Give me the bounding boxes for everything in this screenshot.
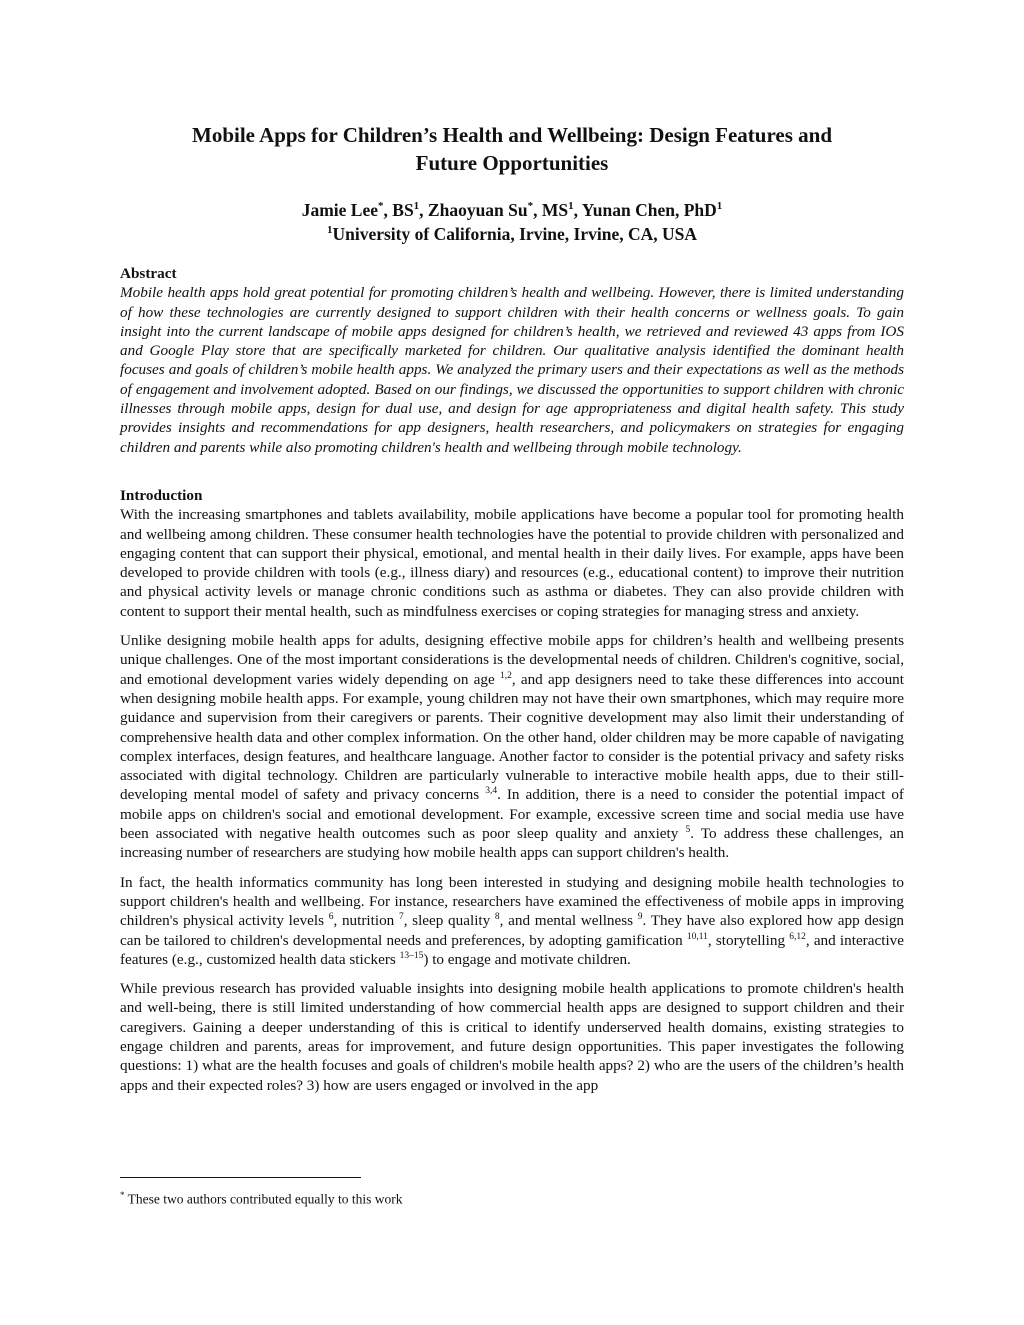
affiliation-line <box>120 222 904 246</box>
author-3-name: , Yunan Chen, PhD <box>573 200 717 220</box>
affiliation-mark: 1 <box>326 224 333 237</box>
paragraph-text: , and interactive features (e.g., customized health data stickers <box>120 931 904 968</box>
paragraph-text: . They have also explored how app design can be tailored to children's developmental needs and preferences, by adopting gamification <box>120 912 905 949</box>
intro-paragraph-4: While previous research has provided valuable insights into designing mobile health applications to promote children's health and well-being, there is still limited understanding of how commercial health apps are designed to support children and their caregivers. Gaining a deeper understanding of this is critical to identify underserved health domains, existing strategies to engage children and parents, areas for improvement, and future design opportunities. This paper investigates the following questions: 1) what are the health focuses and goals of children's mobile health apps? 2) who are the users of the children’s health apps and their expected roles? 3) how are users engaged or involved in the app <box>120 980 904 1094</box>
affiliation-ref: 1 <box>413 200 420 213</box>
abstract-text: Mobile health apps hold great potential for promoting children’s health and wellbeing. However, there is limited understanding of how these technologies are currently designed to support children with their health concerns or wellness goals. To gain insight into the current landscape of mobile apps designed for children’s health, we retrieved and reviewed 43 apps from IOS and Google Play store that are specifically marketed for children. Our qualitative analysis identified the dominant health focuses and goals of children’s mobile health apps. We analyzed the primary users and their expectations as well as the methods of engagement and involvement adopted. Based on our findings, we discussed the opportunities to support children with chronic illnesses through mobile apps, design for dual use, and design for age appropriateness and digital health safety. This study provides insights and recommendations for app designers, health researchers, and policymakers on strategies for engaging children and parents while also promoting children's health and wellbeing through mobile technology. <box>120 284 904 456</box>
author-2-name: , Zhaoyuan Su <box>419 200 528 220</box>
introduction-section <box>120 486 904 1105</box>
footnote-mark: * <box>120 1190 125 1200</box>
title-line-2: Future Opportunities <box>415 151 609 175</box>
intro-paragraph-3 <box>120 873 904 969</box>
citation-ref: 9 <box>637 912 643 923</box>
citation-ref: 3,4 <box>485 786 498 797</box>
title-line-1: Mobile Apps for Children’s Health and Wellbeing: Design Features and <box>192 123 832 147</box>
paper-title <box>120 121 904 177</box>
abstract-section <box>120 264 904 467</box>
footnote <box>120 1186 402 1209</box>
paragraph-text: , nutrition <box>333 912 399 930</box>
citation-ref: 1,2 <box>499 670 512 681</box>
intro-paragraph-2 <box>120 631 904 863</box>
paragraph-text: , sleep quality <box>403 912 495 930</box>
paragraph-text: , and mental wellness <box>499 912 638 930</box>
author-list <box>120 198 904 222</box>
citation-ref: 10,11 <box>686 931 708 942</box>
author-1-name: Jamie Lee <box>301 200 379 220</box>
intro-paragraph-1: With the increasing smartphones and tablets availability, mobile applications have become a popular tool for promoting health and wellbeing among children. These consumer health technologies have the potential to provide children with personalized and engaging content that can support their physical, emotional, and mental health in their daily lives. For example, apps have been developed to provide children with tools (e.g., illness diary) and resources (e.g., educational content) to improve their nutrition and physical activity levels or manage chronic conditions such as asthma or diabetes. They can also provide children with content to support their mental health, such as mindfulness exercises or coping strategies for managing stress and anxiety. <box>120 506 904 620</box>
paragraph-text: Unlike designing mobile health apps for adults, designing effective mobile apps for children’s health and wellbeing presents unique challenges. One of the most important considerations is the developmental needs of children. Children's cognitive, social, and emotional development varies widely depending on age <box>120 632 904 688</box>
equal-contribution-mark: * <box>527 200 534 213</box>
footnote-text: These two authors contributed equally to this work <box>124 1191 403 1207</box>
footnote-divider <box>120 1177 361 1178</box>
citation-ref: 8 <box>494 912 500 923</box>
affiliation-ref: 1 <box>716 200 723 213</box>
equal-contribution-mark: * <box>378 200 384 213</box>
paragraph-text: , and app designers need to take these differences into account when designing mobile health apps. For example, young children may not have their own smartphones, which may require more guidance and supervision from their caregivers or parents. Their cognitive development may also limit their understanding of comprehensive health data and other complex information. On the other hand, older children may be more capable of navigating complex interfaces, design features, and healthcare language. Another factor to consider is the potential privacy and safety risks associated with digital technology. Children are particularly vulnerable to interactive mobile health apps, due to their still-developing mental model of safety and privacy concerns <box>120 670 904 804</box>
paragraph-text: In fact, the health informatics community has long been interested in studying and designing mobile health technologies to support children's health and wellbeing. For instance, researchers have examined the effectiveness of mobile apps in improving children's physical activity levels <box>120 873 904 930</box>
introduction-heading: Introduction <box>120 487 203 504</box>
paragraph-text: . In addition, there is a need to consider the potential impact of mobile apps on children's social and emotional development. For example, excessive screen time and social media use have been associated with negative health outcomes such as poor sleep quality and anxiety <box>120 786 904 843</box>
affiliation-text: University of California, Irvine, Irvine, CA, USA <box>332 224 698 244</box>
abstract-heading: Abstract <box>120 265 177 282</box>
citation-ref: 7 <box>398 912 404 923</box>
affiliation-ref: 1 <box>568 200 574 213</box>
author-1-degree: , BS <box>383 200 414 220</box>
paragraph-text: , storytelling <box>707 931 790 949</box>
author-block <box>120 198 904 246</box>
paragraph-text: . To address these challenges, an increasing number of researchers are studying how mobile health apps can support children's health. <box>120 825 905 862</box>
citation-ref: 6 <box>328 912 334 923</box>
citation-ref: 13–15 <box>399 950 424 961</box>
paragraph-text: ) to engage and motivate children. <box>423 950 631 968</box>
author-2-degree: , MS <box>533 200 569 220</box>
citation-ref: 6,12 <box>789 931 806 942</box>
citation-ref: 5 <box>685 824 691 835</box>
